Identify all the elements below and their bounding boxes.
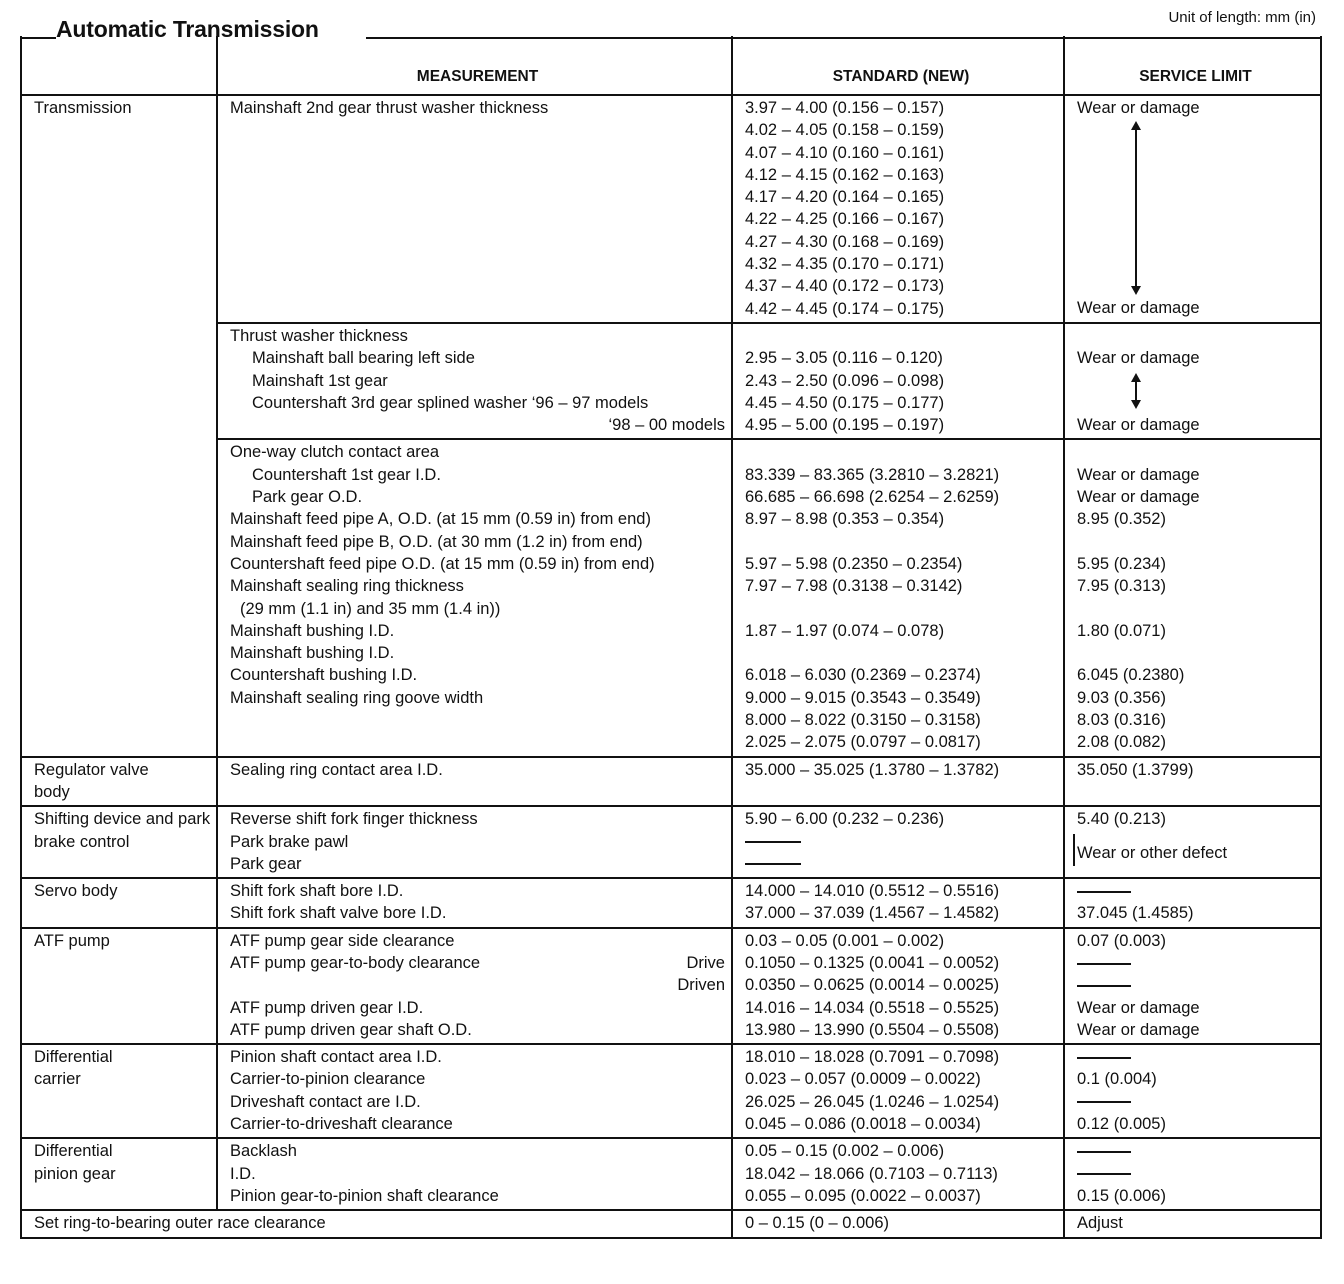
category-atf-pump: ATF pump: [21, 928, 217, 1044]
brace-icon: [1073, 834, 1078, 866]
measurement-cell: Reverse shift fork finger thickness Park brake pawl Park gear: [217, 806, 732, 878]
dash-mark: [1077, 1173, 1131, 1175]
table-row: [21, 806, 1321, 878]
measurement-cell: Sealing ring contact area I.D.: [217, 757, 732, 807]
measurement-cell: Pinion shaft contact area I.D. Carrier-to-pinion clearance Driveshaft contact are I.D. Carrier-to-driveshaft clearance: [217, 1044, 732, 1138]
table-row: [21, 757, 1321, 807]
dash-mark: [1077, 985, 1131, 987]
table-row: [21, 1044, 1321, 1138]
category-servo: Servo body: [21, 878, 217, 928]
limit-cell: Wear or damage Wear or damage: [1064, 323, 1321, 439]
unit-note: Unit of length: mm (in): [1168, 9, 1316, 26]
limit-cell: 37.045 (1.4585): [1064, 878, 1321, 928]
standard-cell: 3.97 – 4.00 (0.156 – 0.157) 4.02 – 4.05 (0.158 – 0.159) 4.07 – 4.10 (0.160 – 0.161) 4.12 – 4.15 (0.162 – 0.163) 4.17 – 4.20 (0.164 – 0.165) 4.22 – 4.25 (0.166 – 0.167) 4.27 – 4.30 (0.168 – 0.169) 4.32 – 4.35 (0.170 – 0.171) 4.37 – 4.40 (0.172 – 0.173) 4.42 – 4.45 (0.174 – 0.175): [732, 95, 1064, 323]
standard-cell: 5.90 – 6.00 (0.232 – 0.236): [732, 806, 1064, 878]
header-row: [21, 36, 1321, 95]
standard-header: STANDARD (NEW): [732, 36, 1064, 95]
limit-cell: Adjust: [1064, 1210, 1321, 1237]
dash-mark: [1077, 1151, 1131, 1153]
spec-table: [20, 36, 1322, 1239]
range-arrow-icon: [1135, 375, 1137, 407]
dash-mark: [1077, 1057, 1131, 1059]
limit-cell: 0.07 (0.003) Wear or damage Wear or damage: [1064, 928, 1321, 1044]
category-transmission: Transmission: [21, 95, 217, 757]
dash-mark: [1077, 963, 1131, 965]
measurement-cell: Backlash I.D. Pinion gear-to-pinion shaft clearance: [217, 1138, 732, 1210]
table-row: [21, 1138, 1321, 1210]
measurement-cell: Shift fork shaft bore I.D. Shift fork shaft valve bore I.D.: [217, 878, 732, 928]
table-row: [21, 928, 1321, 1044]
category-differential-pinion: Differential pinion gear: [21, 1138, 217, 1210]
measurement-cell: Set ring-to-bearing outer race clearance: [21, 1210, 732, 1237]
dash-mark: [745, 841, 801, 843]
limit-cell: 5.40 (0.213) Wear or other defect: [1064, 806, 1321, 878]
standard-cell: 14.000 – 14.010 (0.5512 – 0.5516) 37.000 – 37.039 (1.4567 – 1.4582): [732, 878, 1064, 928]
limit-cell: Wear or damage Wear or damage 8.95 (0.352) 5.95 (0.234) 7.95 (0.313) 1.80 (0.071) 6.045 (0.2380) 9.03 (0.356) 8.03 (0.316) 2.08 (0.082): [1064, 439, 1321, 756]
measurement-cell: Mainshaft 2nd gear thrust washer thickness: [217, 95, 732, 323]
standard-cell: 18.010 – 18.028 (0.7091 – 0.7098) 0.023 – 0.057 (0.0009 – 0.0022) 26.025 – 26.045 (1.0246 – 1.0254) 0.045 – 0.086 (0.0018 – 0.0034): [732, 1044, 1064, 1138]
measurement-cell: ATF pump gear side clearance ATF pump gear-to-body clearance Drive Driven ATF pump driven gear I.D. ATF pump driven gear shaft O.D.: [217, 928, 732, 1044]
standard-cell: 0 – 0.15 (0 – 0.006): [732, 1210, 1064, 1237]
limit-cell: 35.050 (1.3799): [1064, 757, 1321, 807]
measurement-header: MEASUREMENT: [217, 36, 732, 95]
measurement-cell: Thrust washer thickness Mainshaft ball bearing left side Mainshaft 1st gear Countershaft 3rd gear splined washer ‘96 – 97 models ‘98 – 00 models: [217, 323, 732, 439]
standard-cell: 83.339 – 83.365 (3.2810 – 3.2821) 66.685 – 66.698 (2.6254 – 2.6259) 8.97 – 8.98 (0.353 – 0.354) 5.97 – 5.98 (0.2350 – 0.2354) 7.97 – 7.98 (0.3138 – 0.3142) 1.87 – 1.97 (0.074 – 0.078) 6.018 – 6.030 (0.2369 – 0.2374) 9.000 – 9.015 (0.3543 – 0.3549) 8.000 – 8.022 (0.3150 – 0.3158) 2.025 – 2.075 (0.0797 – 0.0817): [732, 439, 1064, 756]
standard-cell: 0.05 – 0.15 (0.002 – 0.006) 18.042 – 18.066 (0.7103 – 0.7113) 0.055 – 0.095 (0.0022 – 0.0037): [732, 1138, 1064, 1210]
measurement-cell: One-way clutch contact area Countershaft 1st gear I.D. Park gear O.D. Mainshaft feed pipe A, O.D. (at 15 mm (0.59 in) from end) Mainshaft feed pipe B, O.D. (at 30 mm (1.2 in) from end) Countershaft feed pipe O.D. (at 15 mm (0.59 in) from end) Mainshaft sealing ring thickness (29 mm (1.1 in) and 35 mm (1.4 in)) Mainshaft bushing I.D. Mainshaft bushing I.D. Countershaft bushing I.D. Mainshaft sealing ring goove width: [217, 439, 732, 756]
range-arrow-icon: [1135, 123, 1137, 293]
dash-mark: [1077, 891, 1131, 893]
category-shifting: Shifting device and park brake control: [21, 806, 217, 878]
dash-mark: [745, 863, 801, 865]
limit-header: SERVICE LIMIT: [1064, 36, 1321, 95]
limit-cell: 0.15 (0.006): [1064, 1138, 1321, 1210]
standard-cell: 0.03 – 0.05 (0.001 – 0.002) 0.1050 – 0.1325 (0.0041 – 0.0052) 0.0350 – 0.0625 (0.0014 – 0.0025) 14.016 – 14.034 (0.5518 – 0.5525) 13.980 – 13.990 (0.5504 – 0.5508): [732, 928, 1064, 1044]
limit-cell: Wear or damage Wear or damage: [1064, 95, 1321, 323]
standard-cell: 2.95 – 3.05 (0.116 – 0.120) 2.43 – 2.50 (0.096 – 0.098) 4.45 – 4.50 (0.175 – 0.177) 4.95 – 5.00 (0.195 – 0.197): [732, 323, 1064, 439]
standard-cell: 35.000 – 35.025 (1.3780 – 1.3782): [732, 757, 1064, 807]
dash-mark: [1077, 1101, 1131, 1103]
table-row: [21, 1210, 1321, 1237]
category-regulator: Regulator valve body: [21, 757, 217, 807]
limit-cell: 0.1 (0.004) 0.12 (0.005): [1064, 1044, 1321, 1138]
category-header: [21, 36, 217, 95]
category-differential-carrier: Differential carrier: [21, 1044, 217, 1138]
table-row: [21, 95, 1321, 323]
page-title: Automatic Transmission: [56, 16, 319, 42]
table-row: [21, 878, 1321, 928]
